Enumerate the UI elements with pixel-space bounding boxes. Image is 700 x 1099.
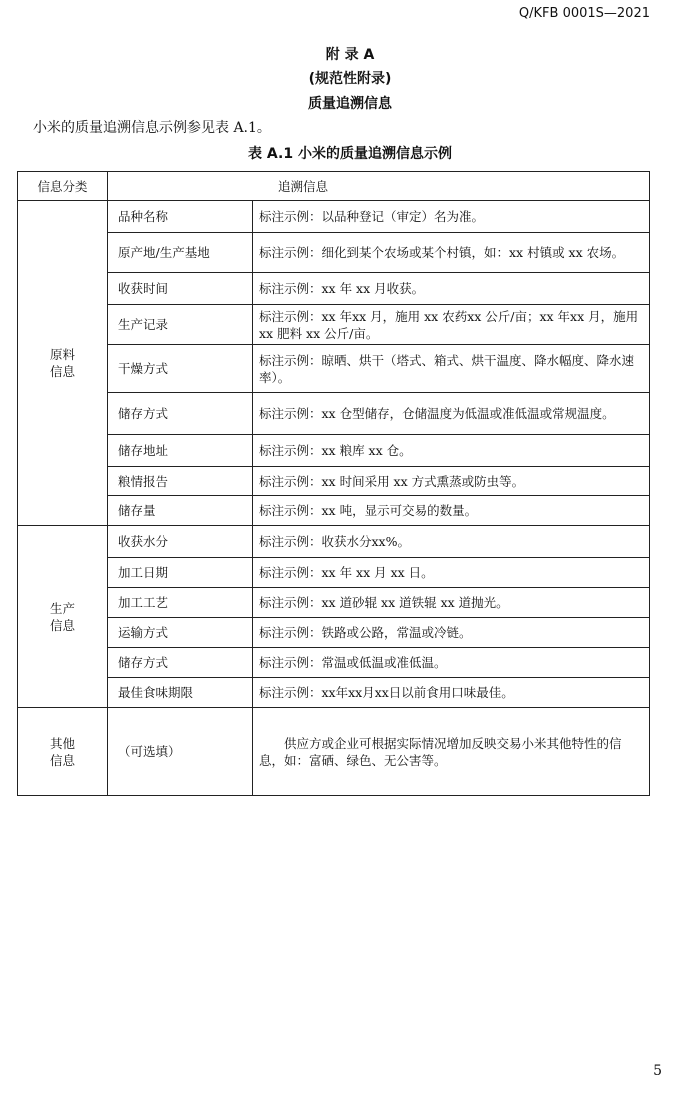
example-cell: 标注示例：xx 时间采用 xx 方式熏蒸或防虫等。: [253, 467, 650, 496]
category-line: 信息: [49, 364, 75, 379]
example-cell: 标注示例：以品种登记（审定）名为准。: [253, 201, 650, 233]
item-cell: 储存量: [108, 496, 253, 526]
item-cell: 加工日期: [108, 558, 253, 588]
table-row: [18, 273, 650, 305]
appendix-subtitle: 质量追溯信息: [308, 96, 392, 112]
item-cell: 最佳食味期限: [108, 678, 253, 708]
category-line: 信息: [49, 752, 75, 768]
table-row: [18, 393, 650, 435]
example-cell: 标注示例：细化到某个农场或某个村镇，如：xx 村镇或 xx 农场。: [253, 233, 650, 273]
category-line: 其他: [49, 735, 75, 751]
example-cell: 供应方或企业可根据实际情况增加反映交易小米其他特性的信息，如：富硒、绿色、无公害等。: [253, 708, 650, 796]
table-row: [18, 526, 650, 558]
header-category: 信息分类: [18, 172, 108, 201]
item-cell: 储存方式: [108, 648, 253, 678]
appendix-type: (规范性附录): [308, 71, 392, 87]
item-cell: （可选填）: [108, 708, 253, 796]
item-cell: 粮情报告: [108, 467, 253, 496]
category-line: 信息: [49, 617, 75, 633]
item-cell: 储存方式: [108, 393, 253, 435]
item-cell: 收获水分: [108, 526, 253, 558]
category-line: 原料: [49, 347, 75, 362]
item-cell: 加工工艺: [108, 588, 253, 618]
table-row: [18, 435, 650, 467]
table-row: [18, 558, 650, 588]
table-row: [18, 345, 650, 393]
document-code: Q/KFB 0001S—2021: [518, 6, 650, 21]
example-cell: 标注示例：xx 仓型储存，仓储温度为低温或准低温或常规温度。: [253, 393, 650, 435]
example-cell: 标注示例：xx 吨，显示可交易的数量。: [253, 496, 650, 526]
example-cell: 标注示例：xx 年xx 月，施用 xx 农药xx 公斤/亩；xx 年xx 月，施用 xx 肥料 xx 公斤/亩。: [253, 305, 650, 345]
intro-paragraph: 小米的质量追溯信息示例参见表 A.1。: [33, 120, 271, 136]
category-cell-production: [18, 526, 108, 708]
appendix-title: 附 录 A: [325, 47, 375, 63]
table-row: [18, 496, 650, 526]
table-title: 表 A.1 小米的质量追溯信息示例: [248, 146, 452, 162]
table-row: [18, 588, 650, 618]
item-cell: 干燥方式: [108, 345, 253, 393]
table-row: [18, 467, 650, 496]
item-cell: 原产地/生产基地: [108, 233, 253, 273]
example-cell: 标注示例：晾晒、烘干（塔式、箱式、烘干温度、降水幅度、降水速率）。: [253, 345, 650, 393]
example-cell: 标注示例：xx 粮库 xx 仓。: [253, 435, 650, 467]
category-cell-raw: [18, 201, 108, 526]
example-cell: 标注示例：收获水分xx%。: [253, 526, 650, 558]
category-line: 生产: [49, 600, 75, 616]
category-cell-other: [18, 708, 108, 796]
table-row: [18, 678, 650, 708]
table-row: [18, 648, 650, 678]
item-cell: 生产记录: [108, 305, 253, 345]
table-row: [18, 233, 650, 273]
table-row: [18, 618, 650, 648]
item-cell: 运输方式: [108, 618, 253, 648]
table-row: [18, 201, 650, 233]
table-row: [18, 305, 650, 345]
traceability-table: [17, 171, 650, 796]
item-cell: 品种名称: [108, 201, 253, 233]
example-cell: 标注示例：xx 道砂辊 xx 道铁辊 xx 道抛光。: [253, 588, 650, 618]
example-cell: 标注示例：铁路或公路，常温或冷链。: [253, 618, 650, 648]
header-trace-info: 追溯信息: [108, 172, 650, 201]
example-cell: 标注示例：常温或低温或准低温。: [253, 648, 650, 678]
table-row: [18, 708, 650, 796]
example-cell: 标注示例：xx 年 xx 月 xx 日。: [253, 558, 650, 588]
example-cell: 标注示例：xx 年 xx 月收获。: [253, 273, 650, 305]
item-cell: 收获时间: [108, 273, 253, 305]
page-number: 5: [653, 1063, 662, 1079]
table-header-row: [18, 172, 650, 201]
example-cell: 标注示例：xx年xx月xx日以前食用口味最佳。: [253, 678, 650, 708]
item-cell: 储存地址: [108, 435, 253, 467]
